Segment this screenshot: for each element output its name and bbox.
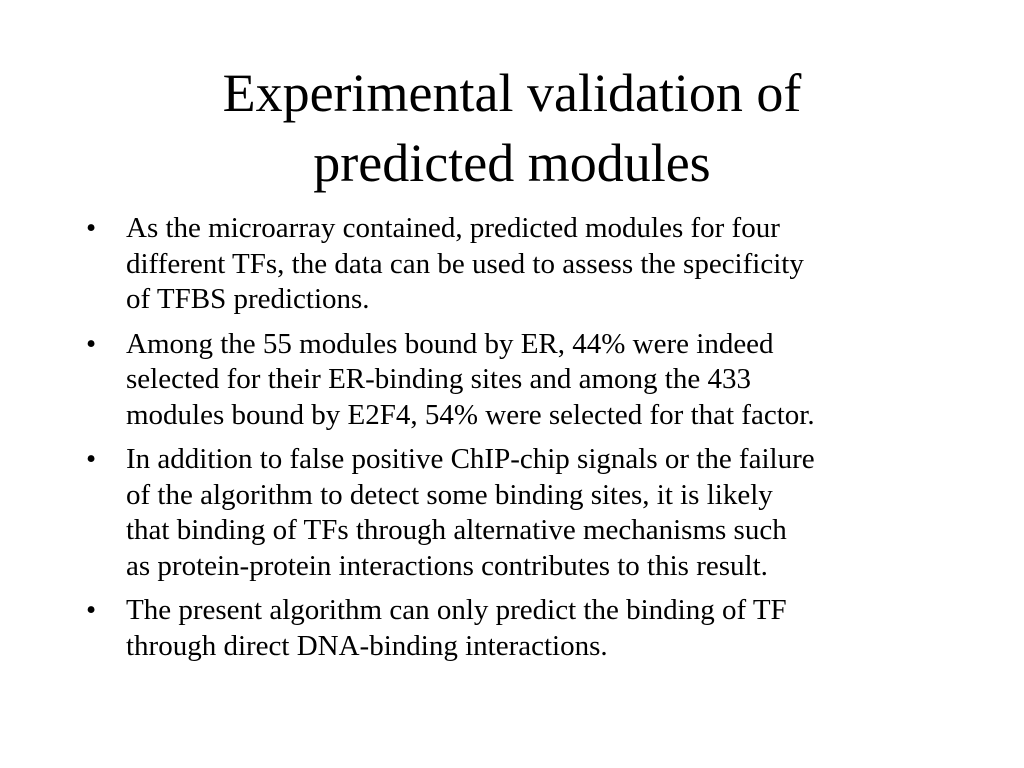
bullet-item [84,327,954,434]
bullet-marker: • [86,212,97,244]
bullet-text-line: As the microarray contained, predicted modules for four [126,212,780,244]
bullet-item [84,442,954,584]
bullet-text-line: The present algorithm can only predict the binding of TF [126,594,787,626]
bullet-marker: • [86,594,97,626]
bullet-text-line: In addition to false positive ChIP-chip signals or the failure [126,443,815,475]
slide-title-line: Experimental validation of [222,63,802,123]
bullet-item [84,211,954,318]
bullet-item [84,593,954,664]
slide-title-line: predicted modules [313,133,711,193]
bullet-text-line: Among the 55 modules bound by ER, 44% were indeed [126,327,774,360]
bullet-text-line: that binding of TFs through alternative mechanisms such [126,514,787,546]
bullet-text-line: as protein-protein interactions contributes to this result. [126,549,768,582]
bullet-text-line: of TFBS predictions. [126,283,370,315]
slide-title [80,58,944,198]
bullet-text-line: selected for their ER-binding sites and among the 433 [126,363,751,395]
bullet-text-line: of the algorithm to detect some binding sites, it is likely [126,478,773,511]
bullet-list [84,211,954,673]
bullet-text-line: modules bound by E2F4, 54% were selected for that factor. [126,398,815,431]
bullet-text-line: different TFs, the data can be used to assess the specificity [126,247,804,280]
bullet-marker: • [86,327,97,360]
bullet-text-line: through direct DNA-binding interactions. [126,629,608,662]
bullet-marker: • [86,443,97,475]
